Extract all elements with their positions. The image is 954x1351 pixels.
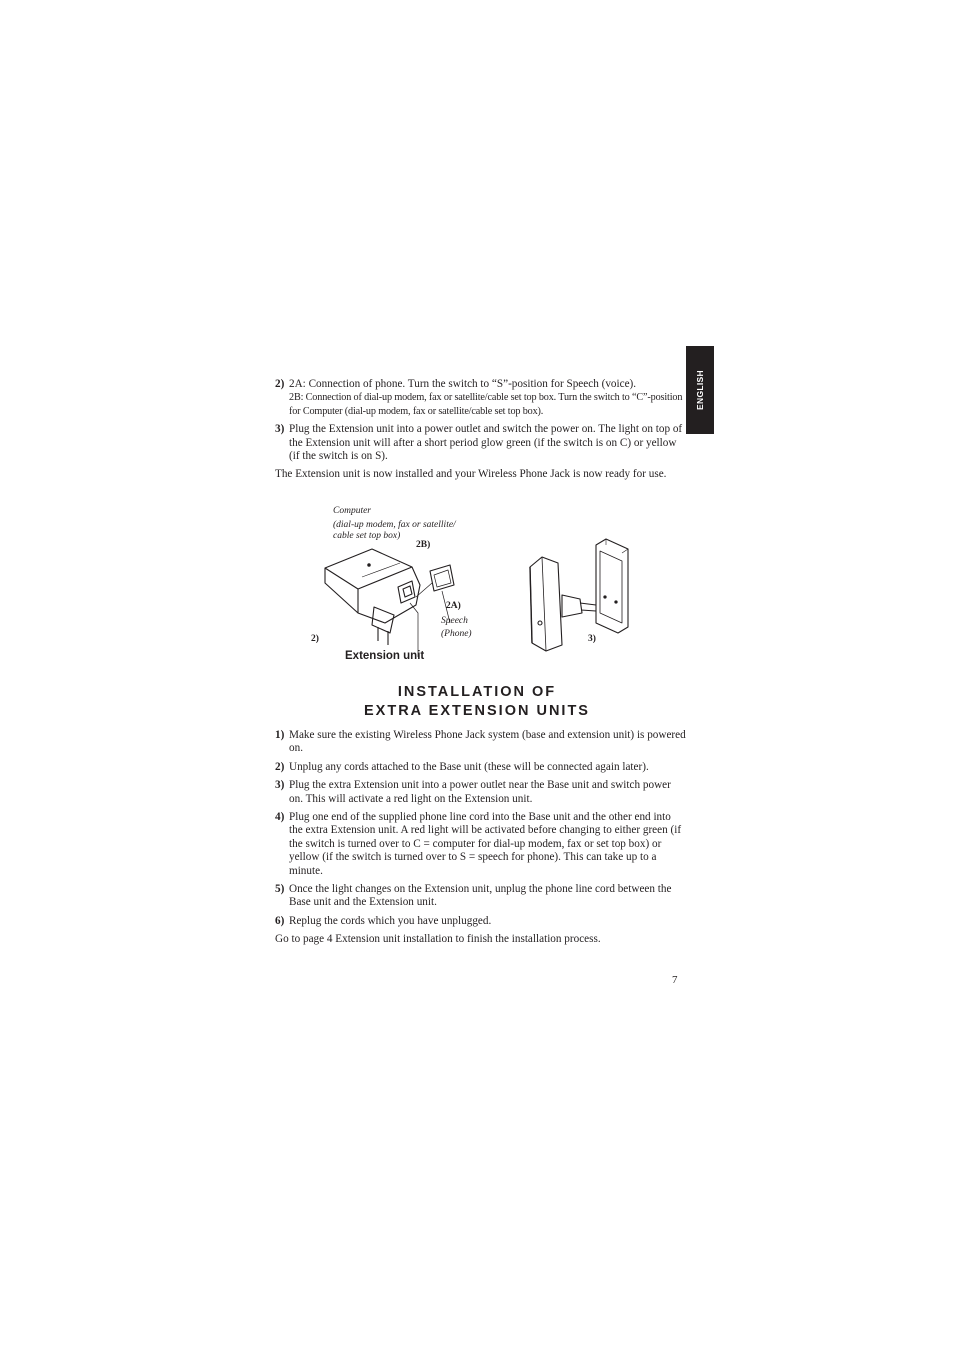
extra-units-steps <box>275 729 687 947</box>
extra-step-2 <box>275 761 687 774</box>
step-2-number: 2) <box>275 378 285 390</box>
extra-step-6-number: 6) <box>275 914 285 927</box>
heading-line1: INSTALLATION OF <box>397 684 557 700</box>
label-3: 3) <box>588 634 596 644</box>
speech-label: Speech <box>441 616 468 626</box>
top-steps <box>275 378 687 482</box>
step-2 <box>275 378 687 418</box>
extra-step-6-text: Replug the cords which you have unplugged. <box>289 914 492 927</box>
step-3-text: Plug the Extension unit into a power outlet and switch the power on. The light on top of the Extension unit will after a short period glow green (if the switch is on C) or yellow (if the switch is on S). <box>289 423 683 463</box>
computer-sub1: (dial-up modem, fax or satellite/ <box>333 520 456 530</box>
extra-step-4 <box>275 811 687 878</box>
section-heading <box>275 683 679 721</box>
language-tab <box>686 346 714 434</box>
final-paragraph: Go to page 4 Extension unit installation to finish the installation process. <box>275 933 601 946</box>
extra-step-3-number: 3) <box>275 779 285 792</box>
extension-unit-caption: Extension unit <box>345 650 425 662</box>
extra-step-2-text: Unplug any cords attached to the Base unit (these will be connected again later). <box>289 760 649 773</box>
computer-sub2: cable set top box) <box>333 531 401 541</box>
extra-step-3 <box>275 779 687 806</box>
extra-step-5-number: 5) <box>275 883 285 896</box>
step-3 <box>275 423 687 463</box>
page-number: 7 <box>672 974 678 986</box>
label-2: 2) <box>311 634 319 644</box>
extra-step-3-text: Plug the extra Extension unit into a power outlet near the Base unit and switch power on. This will activate a red light on the Extension unit. <box>289 779 671 805</box>
extra-step-1-number: 1) <box>275 729 285 741</box>
extra-step-5-text: Once the light changes on the Extension unit, unplug the phone line cord between the Base unit and the Extension unit. <box>289 883 672 909</box>
extra-step-6 <box>275 915 687 928</box>
extra-step-5 <box>275 883 687 910</box>
label-2a: 2A) <box>446 601 461 611</box>
installation-figure <box>300 505 640 670</box>
extra-step-1-text: Make sure the existing Wireless Phone Jack system (base and extension unit) is powered on. <box>289 729 686 755</box>
heading-line2: EXTRA EXTENSION UNITS <box>364 703 590 719</box>
step-2-line1: 2A: Connection of phone. Turn the switch to “S”-position for Speech (voice). <box>289 378 637 390</box>
computer-label: Computer <box>333 506 371 516</box>
label-2b: 2B) <box>416 540 431 550</box>
language-tab-label: ENGLISH <box>695 370 705 410</box>
extra-step-4-number: 4) <box>275 811 285 824</box>
ready-paragraph: The Extension unit is now installed and your Wireless Phone Jack is now ready for use. <box>275 468 667 481</box>
extra-step-1 <box>275 729 687 756</box>
step-3-number: 3) <box>275 423 285 436</box>
phone-label: (Phone) <box>441 629 472 639</box>
extra-step-2-number: 2) <box>275 760 285 773</box>
extra-step-4-text: Plug one end of the supplied phone line cord into the Base unit and the other end into the extra Extension unit. A red light will be activated before changing to either green (if the switch is turned over to C = computer for dial-up modem, fax or set top box) or yellow (if the switch is turned over to S = speech for phone). This can take up to a minute. <box>289 811 682 877</box>
step-2-line2: 2B: Connection of dial-up modem, fax or satellite/cable set top box. Turn the switch to “C”-position for Computer (dial-up modem, fax or satellite/cable set top box). <box>289 392 683 417</box>
